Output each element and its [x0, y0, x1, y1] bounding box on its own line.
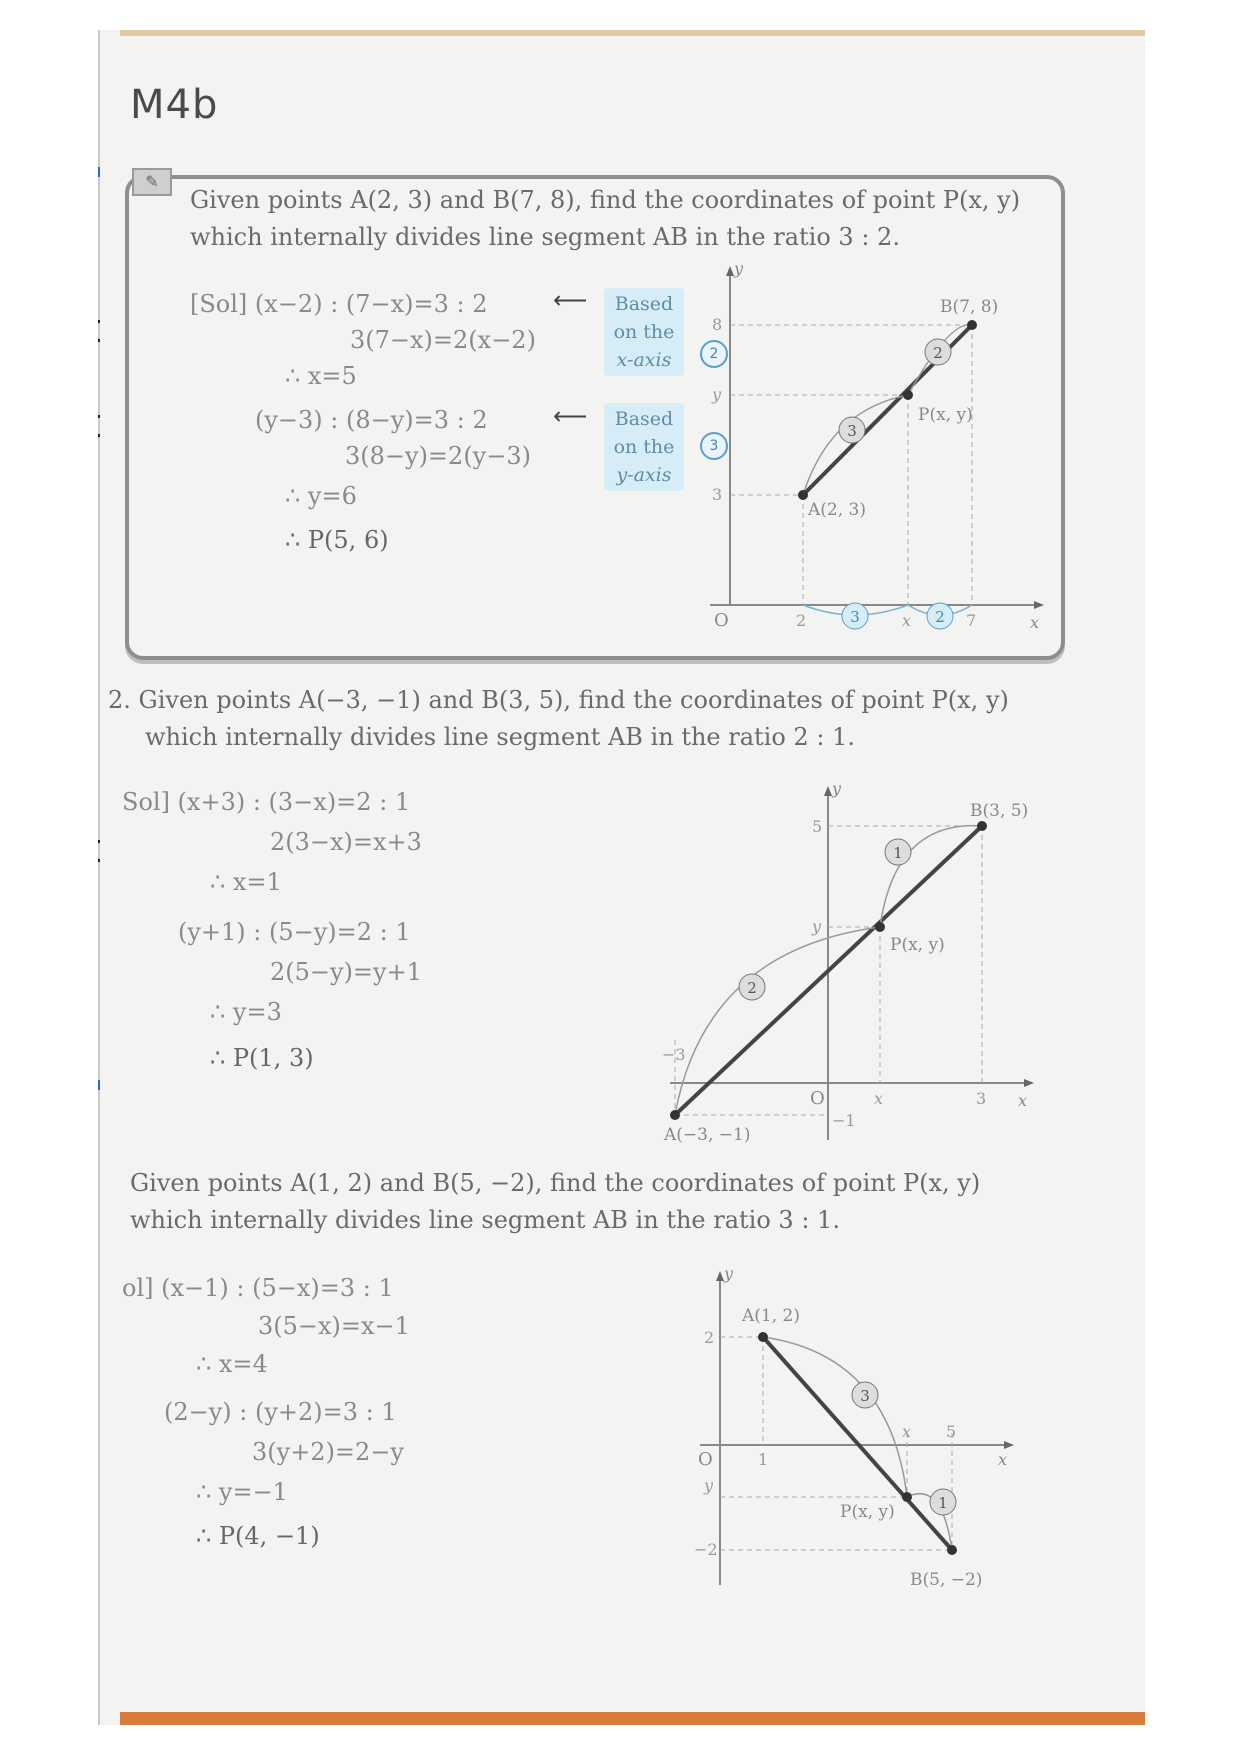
left-arrow-icon: ⟵	[553, 286, 588, 314]
solution-line: (y−3) : (8−y)=3 : 2	[255, 406, 488, 434]
y-axis-label: y	[832, 780, 842, 798]
x-tick: x	[874, 1089, 884, 1108]
point-A	[798, 490, 808, 500]
example-2-problem	[108, 682, 1009, 756]
note-line: Based	[614, 293, 674, 315]
problem-number: 2.	[108, 686, 131, 714]
solution-line: 2(3−x)=x+3	[270, 828, 422, 856]
y-axis-label: y	[734, 260, 744, 278]
x-tick: 3	[976, 1089, 987, 1108]
y-axis-arrow-icon	[726, 266, 734, 276]
problem-line: Given points A(2, 3) and B(7, 8), find the coordinates of point P(x, y)	[190, 186, 1021, 214]
note-line: Based	[614, 408, 674, 430]
x-tick: −3	[662, 1045, 686, 1064]
label-A: A(1, 2)	[742, 1306, 800, 1326]
graph-example-1	[690, 260, 1060, 640]
problem-line: which internally divides line segment AB in the ratio 3 : 1.	[130, 1206, 840, 1234]
point-B	[967, 320, 977, 330]
ratio-label: 3	[850, 608, 860, 626]
solution-line: ∴ y=6	[285, 482, 357, 510]
x-axis-label: x	[1030, 613, 1040, 632]
solution-line: 2(5−y)=y+1	[270, 958, 422, 986]
y-tick: 2	[704, 1328, 715, 1347]
solution-line: ∴ y=3	[210, 998, 282, 1026]
left-arrow-icon: ⟵	[553, 402, 588, 430]
y-tick: 5	[812, 817, 823, 836]
label-B: B(7, 8)	[940, 297, 999, 317]
point-P	[875, 922, 885, 932]
solution-line: 3(y+2)=2−y	[252, 1438, 404, 1466]
page-top-edge	[120, 30, 1145, 36]
graph-example-3	[680, 1265, 1030, 1595]
point-P	[902, 1492, 912, 1502]
x-tick: 5	[946, 1422, 957, 1441]
ratio-circle: 2	[700, 340, 728, 368]
x-tick: 1	[758, 1450, 769, 1469]
example-icon: ✎	[132, 168, 172, 196]
label-P: P(x, y)	[840, 1502, 895, 1522]
problem-line: which internally divides line segment AB in the ratio 3 : 2.	[190, 223, 900, 251]
point-A	[758, 1332, 768, 1342]
note-based-on-y-axis	[604, 403, 684, 491]
solution-line: 3(5−x)=x−1	[258, 1312, 410, 1340]
solution-line: ∴ x=1	[210, 868, 282, 896]
ratio-label: 1	[938, 1494, 948, 1512]
ratio-label: 2	[933, 344, 943, 362]
y-tick: y	[812, 917, 822, 936]
solution-line: (y+1) : (5−y)=2 : 1	[178, 918, 411, 946]
point-B	[947, 1545, 957, 1555]
example-1-problem	[190, 182, 1020, 256]
ratio-circle: 3	[700, 432, 728, 460]
solution-line: 3(7−x)=2(x−2)	[350, 326, 536, 354]
x-axis-label: x	[998, 1450, 1008, 1469]
solution-line: ∴ P(4, −1)	[196, 1522, 320, 1550]
y-tick: −2	[694, 1540, 718, 1559]
y-tick: y	[704, 1476, 714, 1495]
point-P	[903, 390, 913, 400]
ratio-label: 3	[860, 1387, 870, 1405]
point-B	[977, 821, 987, 831]
solution-line: Sol] (x+3) : (3−x)=2 : 1	[122, 788, 411, 816]
note-based-on-x-axis	[604, 288, 684, 376]
problem-line	[108, 682, 1009, 719]
ratio-label: 3	[847, 422, 857, 440]
note-line: y-axis	[616, 464, 672, 486]
y-axis-arrow-icon	[716, 1271, 724, 1281]
ratio-label: 2	[747, 979, 757, 997]
graph-example-2	[660, 780, 1050, 1160]
label-P: P(x, y)	[890, 935, 945, 955]
origin-label: O	[714, 610, 729, 631]
solution-line: (2−y) : (y+2)=3 : 1	[164, 1398, 397, 1426]
point-A	[670, 1110, 680, 1120]
x-axis-arrow-icon	[1034, 601, 1044, 609]
example-3-problem	[130, 1165, 980, 1239]
y-tick: −1	[832, 1111, 856, 1130]
origin-label: O	[810, 1088, 825, 1109]
x-axis-arrow-icon	[1024, 1079, 1034, 1087]
x-axis-arrow-icon	[1004, 1441, 1014, 1449]
x-tick: 2	[796, 611, 807, 630]
solution-line: ∴ x=5	[285, 362, 357, 390]
ratio-label: 2	[935, 608, 945, 626]
problem-line: which internally divides line segment AB in the ratio 2 : 1.	[145, 723, 855, 751]
x-axis-label: x	[1018, 1091, 1028, 1110]
origin-label: O	[698, 1449, 713, 1470]
x-tick: 7	[966, 611, 977, 630]
y-tick: 8	[712, 315, 723, 334]
problem-line: Given points A(1, 2) and B(5, −2), find the coordinates of point P(x, y)	[130, 1169, 981, 1197]
solution-line: 3(8−y)=2(y−3)	[345, 442, 531, 470]
label-A: A(−3, −1)	[664, 1125, 751, 1145]
ratio-label: 1	[893, 844, 903, 862]
solution-line: ol] (x−1) : (5−x)=3 : 1	[122, 1274, 394, 1302]
y-axis-label: y	[724, 1265, 734, 1283]
label-B: B(3, 5)	[970, 801, 1029, 821]
label-B: B(5, −2)	[910, 1570, 983, 1590]
solution-line: ∴ y=−1	[196, 1478, 288, 1506]
page-code: M4b	[130, 82, 219, 128]
note-line: x-axis	[616, 349, 672, 371]
solution-line: ∴ x=4	[196, 1350, 268, 1378]
label-A: A(2, 3)	[808, 500, 866, 520]
y-axis-arrow-icon	[824, 786, 832, 796]
x-tick: x	[902, 1422, 912, 1441]
note-line: on the	[613, 436, 675, 458]
solution-line: [Sol] (x−2) : (7−x)=3 : 2	[190, 290, 488, 318]
note-line: on the	[613, 321, 675, 343]
problem-text: Given points A(−3, −1) and B(3, 5), find the coordinates of point P(x, y)	[138, 686, 1009, 714]
y-tick: y	[712, 385, 722, 404]
solution-line: ∴ P(1, 3)	[210, 1044, 314, 1072]
label-P: P(x, y)	[918, 405, 973, 425]
y-tick: 3	[712, 485, 723, 504]
solution-line: ∴ P(5, 6)	[285, 526, 389, 554]
page-bottom-edge	[120, 1712, 1145, 1725]
x-tick: x	[902, 611, 912, 630]
